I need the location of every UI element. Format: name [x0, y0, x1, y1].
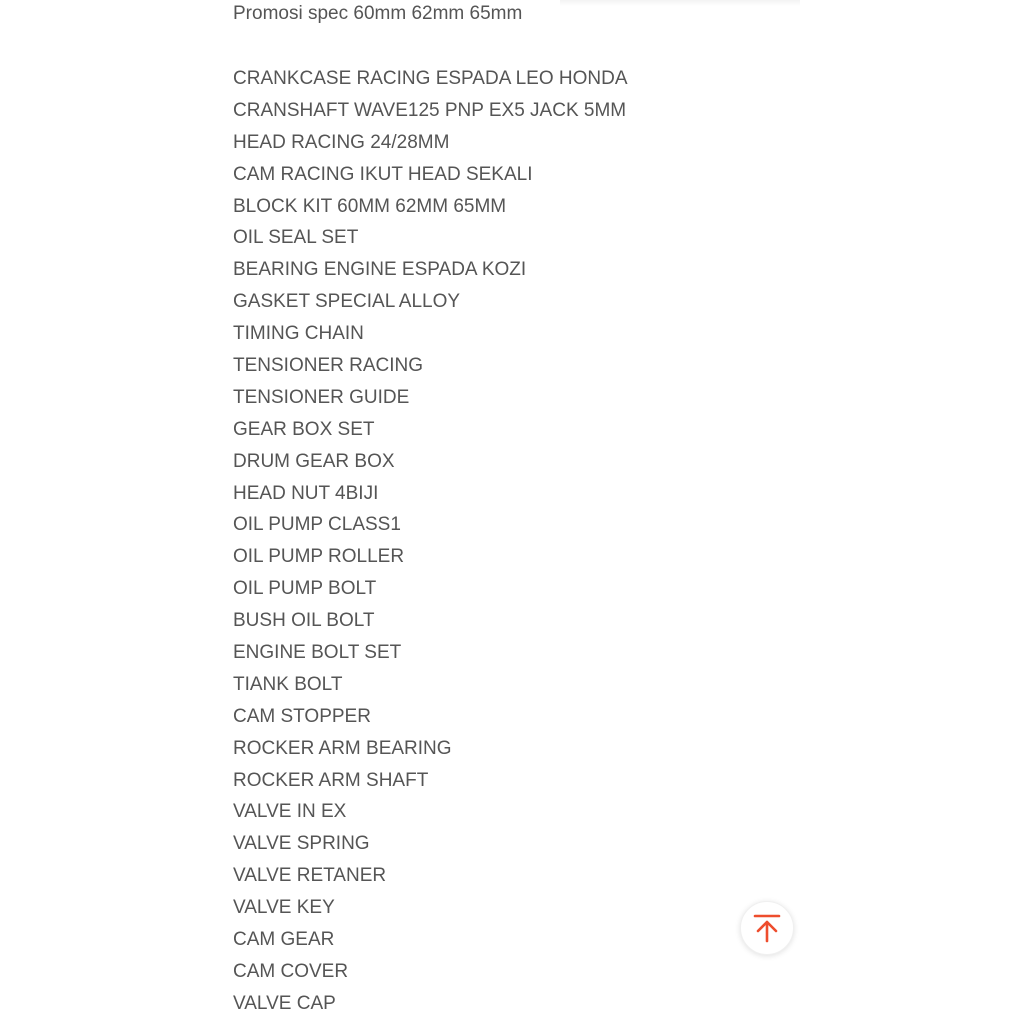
list-item: HEAD NUT 4BIJI	[233, 482, 379, 504]
list-item: CRANSHAFT WAVE125 PNP EX5 JACK 5MM	[233, 99, 627, 121]
list-item: VALVE CAP	[233, 992, 336, 1014]
list-item: TENSIONER GUIDE	[233, 386, 410, 408]
list-item: GEAR BOX SET	[233, 418, 375, 440]
list-item: TIANK BOLT	[233, 673, 343, 695]
back-to-top-button[interactable]	[740, 901, 794, 955]
list-item: OIL PUMP BOLT	[233, 578, 377, 600]
list-item: TENSIONER RACING	[233, 355, 424, 377]
list-item: OIL PUMP ROLLER	[233, 546, 405, 568]
list-item: CRANKCASE RACING ESPADA LEO HONDA	[233, 68, 628, 89]
list-item: CAM RACING IKUT HEAD SEKALI	[233, 163, 533, 185]
list-item: DRUM GEAR BOX	[233, 450, 395, 472]
list-item: BLOCK KIT 60MM 62MM 65MM	[233, 195, 507, 217]
list-item: VALVE RETANER	[233, 865, 387, 887]
arrow-up-to-top-icon	[753, 913, 781, 943]
list-item: VALVE IN EX	[233, 801, 347, 823]
list-item: CAM GEAR	[233, 929, 335, 951]
list-item: GASKET SPECIAL ALLOY	[233, 291, 461, 313]
list-item: BEARING ENGINE ESPADA KOZI	[233, 259, 527, 281]
list-item: VALVE KEY	[233, 897, 335, 919]
list-item: TIMING CHAIN	[233, 323, 364, 345]
parts-list	[233, 63, 793, 1020]
description-intro: Promosi spec 60mm 62mm 65mm	[233, 3, 523, 24]
paragraph-break	[233, 28, 793, 63]
list-item: OIL PUMP CLASS1	[233, 514, 401, 536]
list-item: HEAD RACING 24/28MM	[233, 131, 450, 153]
list-item: BUSH OIL BOLT	[233, 610, 375, 632]
list-item: ROCKER ARM BEARING	[233, 737, 452, 759]
list-item: OIL SEAL SET	[233, 227, 359, 249]
list-item: VALVE SPRING	[233, 833, 370, 855]
list-item: ROCKER ARM SHAFT	[233, 769, 429, 791]
list-item: ENGINE BOLT SET	[233, 642, 402, 664]
product-description	[233, 0, 793, 1020]
list-item: CAM STOPPER	[233, 705, 371, 727]
list-item: CAM COVER	[233, 960, 349, 982]
